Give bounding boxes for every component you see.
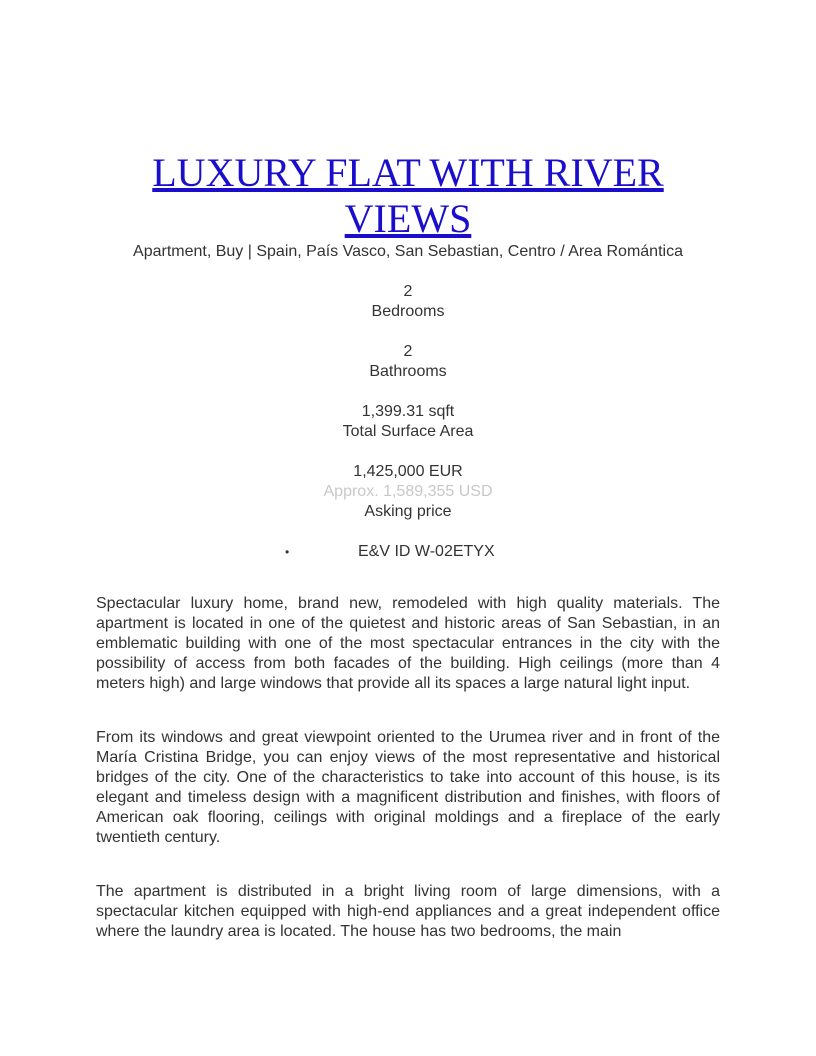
area-stat: [96, 402, 720, 442]
listing-id: E&V ID W-02ETYX: [358, 543, 495, 560]
bathrooms-stat: [96, 342, 720, 382]
area-value: 1,399.31 sqft: [361, 403, 455, 420]
listing-subtitle: Apartment, Buy | Spain, País Vasco, San Sebastian, Centro / Area Romántica: [133, 243, 683, 260]
listing-id-row: [96, 542, 720, 562]
bullet-icon: •: [285, 545, 290, 559]
document-page: [96, 150, 720, 942]
price-label: Asking price: [364, 503, 452, 520]
description-paragraph-1: Spectacular luxury home, brand new, remodeled with high quality materials. The apartment is located in one of the quietest and historic areas of San Sebastian, in an emblematic building with one of the most spectacular entrances in the city with the possibility of access from both facades of the building. High ceilings (more than 4 meters high) and large windows that provide all its spaces a large natural light input.: [96, 595, 720, 692]
bedrooms-stat: [96, 282, 720, 322]
description-paragraph-2: From its windows and great viewpoint oriented to the Urumea river and in front of the María Cristina Bridge, you can enjoy views of the most representative and historical bridges of the city. One of the characteristics to take into account of this house, is its elegant and timeless design with a magnificent distribution and finishes, with floors of American oak flooring, ceilings with original moldings and a fireplace of the early twentieth century.: [96, 729, 720, 846]
listing-title-link[interactable]: LUXURY FLAT WITH RIVER VIEWS: [152, 150, 664, 241]
price-value: 1,425,000 EUR: [353, 463, 463, 480]
price-stat: [96, 462, 720, 522]
bedrooms-value: 2: [403, 283, 413, 300]
bathrooms-value: 2: [403, 343, 413, 360]
bedrooms-label: Bedrooms: [371, 303, 445, 320]
description-paragraph-3: The apartment is distributed in a bright living room of large dimensions, with a spectacular kitchen equipped with high-end appliances and a great independent office where the laundry area is located. The house has two bedrooms, the main: [96, 883, 720, 940]
listing-title: [96, 150, 720, 242]
area-label: Total Surface Area: [342, 423, 474, 440]
price-approx: Approx. 1,589,355 USD: [323, 483, 493, 500]
bathrooms-label: Bathrooms: [369, 363, 447, 380]
